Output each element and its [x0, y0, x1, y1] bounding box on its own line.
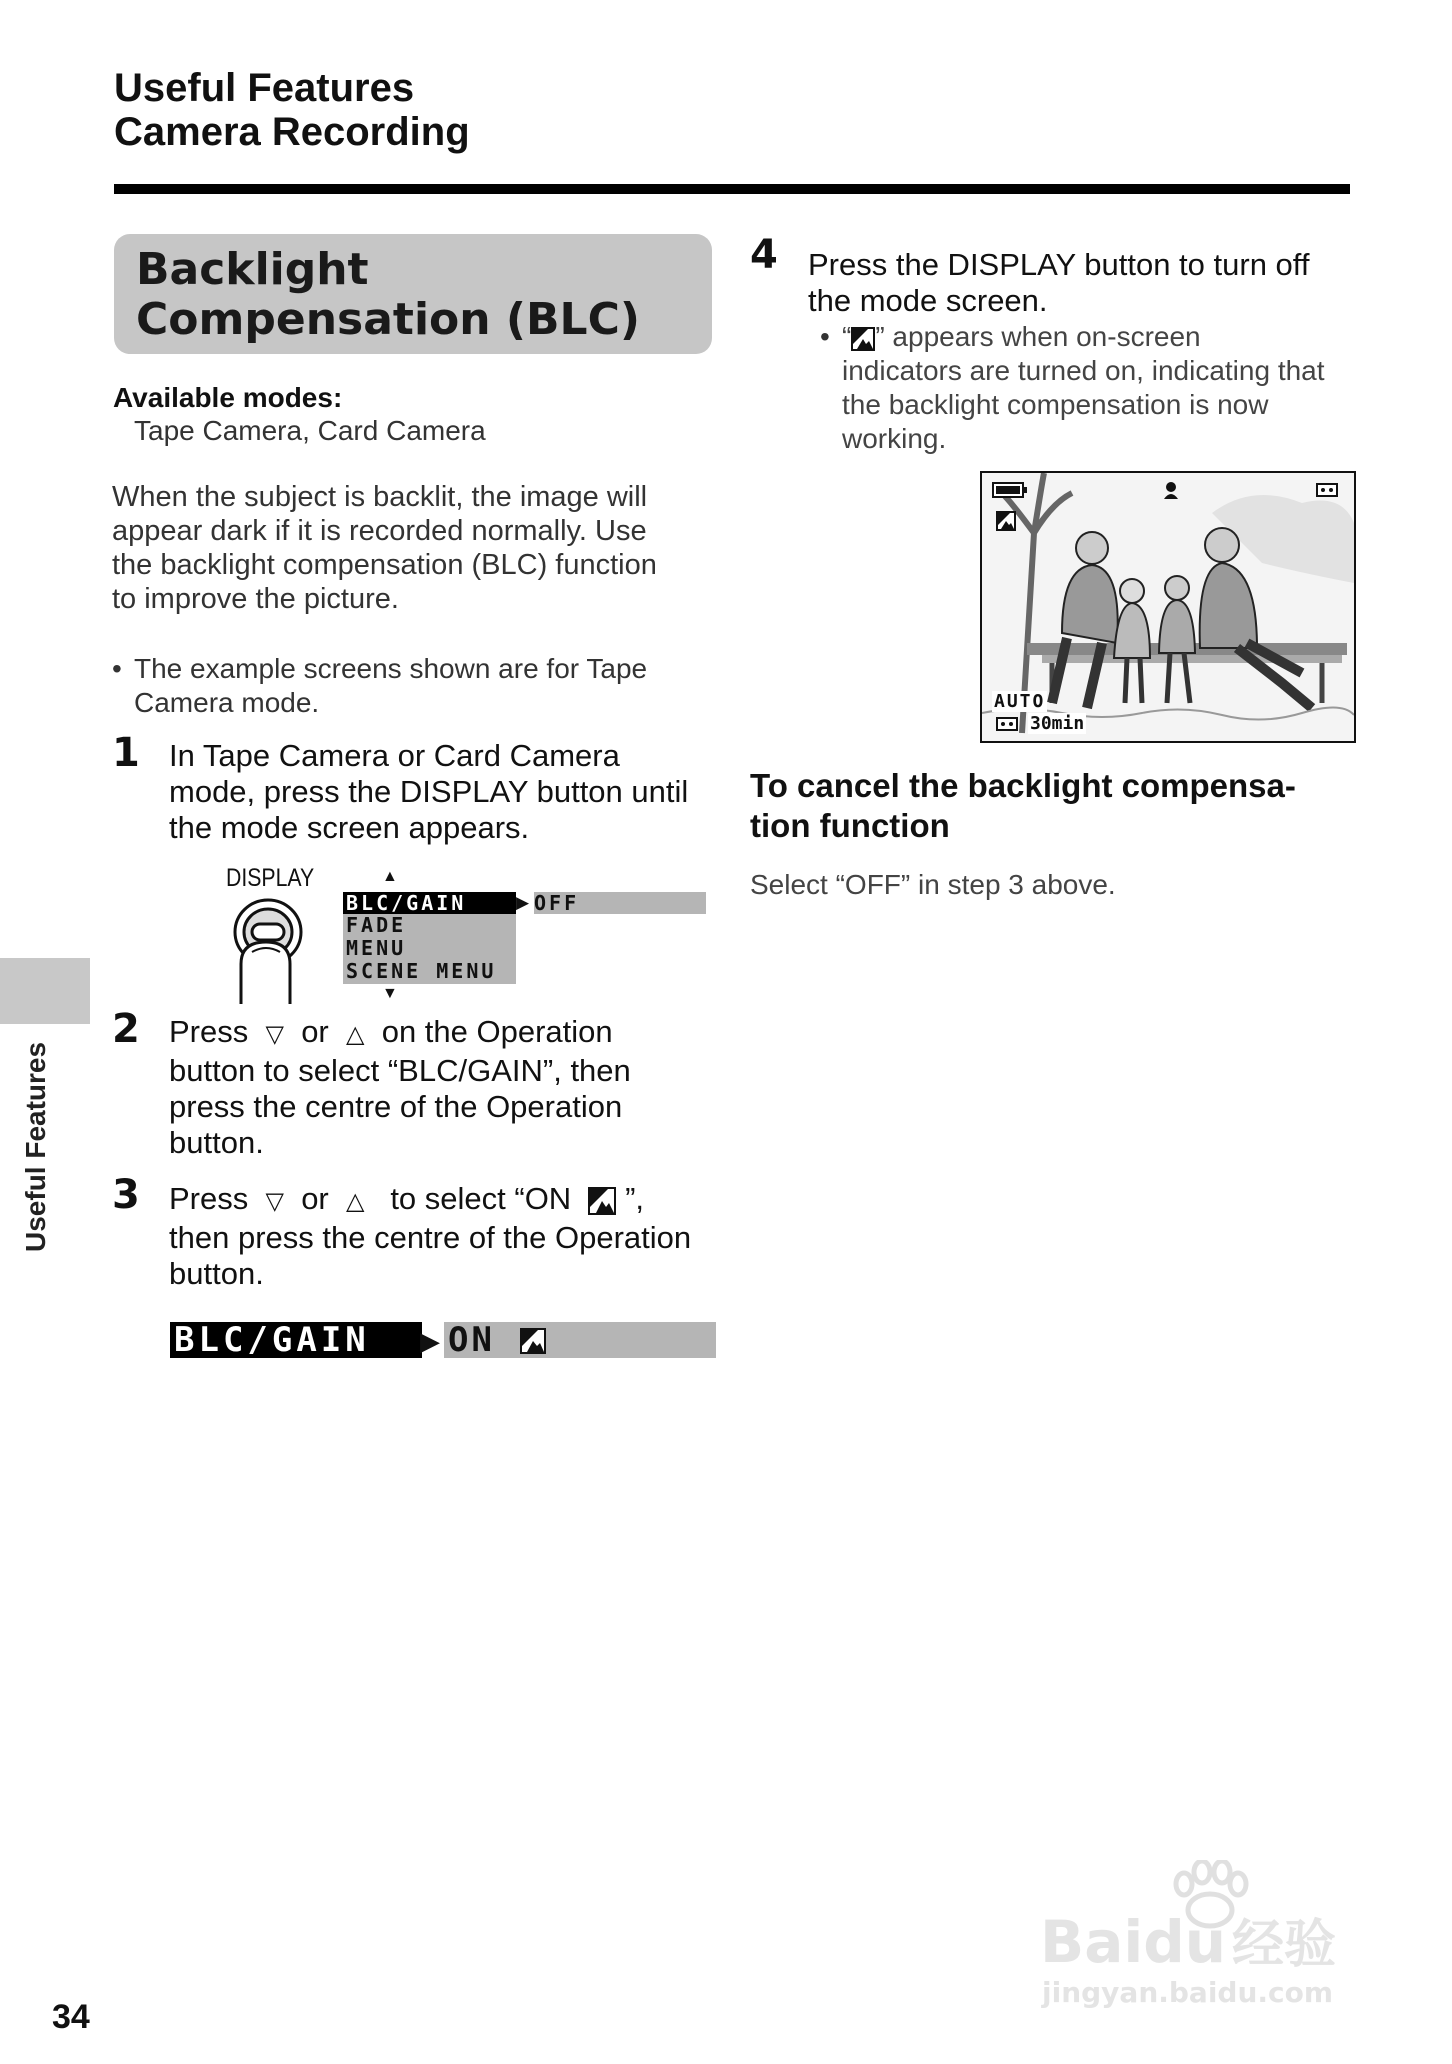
intro-line: the backlight compensation (BLC) function	[112, 549, 657, 581]
step3-to-select: to select “ON	[390, 1181, 572, 1216]
step3-line: then press the centre of the Operation	[169, 1220, 692, 1255]
watermark-brand-bai: Bai	[1040, 1908, 1144, 1976]
backlight-icon	[851, 327, 875, 351]
menu-pointer-arrow: ▶	[516, 893, 530, 912]
step4-bullet: •	[820, 321, 830, 352]
camera-mode-auto: AUTO	[994, 691, 1046, 712]
step-number: 3	[112, 1172, 140, 1218]
cancel-text: Select “OFF” in step 3 above.	[750, 869, 1116, 900]
section-title-box	[114, 234, 712, 354]
side-tab-label: Useful Features	[20, 1041, 51, 1252]
baidu-watermark	[1040, 1860, 1370, 2020]
watermark-url: jingyan.baidu.com	[1042, 1976, 1334, 2009]
menu-up-arrow: ▲	[382, 868, 398, 885]
step3-or: or	[301, 1181, 329, 1216]
step2-press: Press	[169, 1014, 249, 1049]
step2-line: press the centre of the Operation	[169, 1089, 623, 1124]
step2-text	[169, 1014, 719, 1161]
camera-screen	[980, 471, 1356, 743]
blc-gain-bar-label: BLC/GAIN	[170, 1322, 422, 1358]
step1-line: the mode screen appears.	[169, 810, 530, 845]
down-triangle-icon: ▽	[265, 1188, 284, 1215]
step3-close-quote: ”,	[625, 1181, 644, 1216]
section-title-line2: Compensation (BLC)	[136, 294, 640, 345]
watermark-brand-du: du	[1143, 1908, 1227, 1976]
step-number: 4	[750, 232, 778, 278]
step4-sub-line: the backlight compensation is now	[842, 389, 1269, 420]
step2-line: button to select “BLC/GAIN”, then	[169, 1053, 631, 1088]
cancel-heading-line: tion function	[750, 807, 950, 844]
step2-or: or	[301, 1014, 329, 1049]
page-number: 34	[52, 1998, 90, 2036]
step3-text	[169, 1181, 729, 1292]
step2-line: button.	[169, 1125, 264, 1160]
cancel-heading-line: To cancel the backlight compensa-	[750, 767, 1296, 804]
note-bullet: •	[112, 653, 122, 684]
intro-paragraph	[112, 480, 712, 616]
step4-line: the mode screen.	[808, 283, 1048, 318]
camera-remaining-time: 30min	[1030, 713, 1085, 734]
header-subtitle: Camera Recording	[114, 110, 470, 154]
step4-sub-first	[842, 320, 1362, 354]
tape-icon	[996, 717, 1018, 731]
tape-icon	[1316, 483, 1338, 497]
backlight-icon	[588, 1187, 616, 1215]
watermark-brand	[1040, 1902, 1336, 1977]
down-triangle-icon: ▽	[265, 1021, 284, 1048]
menu-value-off: OFF	[534, 892, 706, 914]
step4-text	[808, 247, 1368, 319]
note-text	[134, 652, 647, 720]
menu-item-fade[interactable]: FADE	[346, 913, 407, 937]
step4-line: Press the DISPLAY button to turn off	[808, 247, 1310, 282]
menu-item-scene-menu[interactable]: SCENE MENU	[346, 959, 497, 983]
watermark-cn: 经验	[1232, 1915, 1337, 1975]
step4-sub-line: working.	[842, 423, 947, 454]
step-number: 2	[112, 1006, 140, 1052]
modes-label: Available modes:	[113, 382, 343, 413]
header-title: Useful Features	[114, 66, 415, 110]
up-triangle-icon: △	[346, 1021, 365, 1048]
step4-quote-close: ” appears when on-screen	[875, 321, 1201, 352]
step1-line: In Tape Camera or Card Camera	[169, 738, 620, 773]
step1-text	[169, 738, 688, 846]
person-icon	[1162, 481, 1180, 499]
section-title-line1: Backlight	[136, 244, 369, 295]
step2-on-op: on the Operation	[381, 1014, 613, 1049]
intro-line: to improve the picture.	[112, 583, 399, 615]
up-triangle-icon: △	[346, 1188, 365, 1215]
step3-first-line	[169, 1181, 729, 1220]
menu-down-arrow: ▼	[382, 985, 398, 1002]
step-number: 1	[112, 730, 140, 776]
blc-bar-value: ON	[448, 1320, 495, 1360]
header-rule	[114, 184, 1350, 194]
display-button-label: DISPLAY	[226, 864, 315, 892]
finger-press-icon	[226, 894, 316, 1006]
step1-line: mode, press the DISPLAY button until	[169, 774, 689, 809]
step3-press: Press	[169, 1181, 249, 1216]
side-tab-block	[0, 958, 90, 1024]
step2-first-line	[169, 1014, 719, 1053]
backlight-icon	[996, 511, 1016, 531]
cancel-heading	[750, 766, 1350, 846]
blc-bar-arrow: ▶	[420, 1326, 440, 1356]
intro-line: appear dark if it is recorded normally. Use	[112, 515, 647, 547]
modes-value: Tape Camera, Card Camera	[134, 415, 486, 446]
note-line: Camera mode.	[134, 687, 320, 718]
step3-line: button.	[169, 1256, 264, 1291]
step4-subtext	[842, 320, 1362, 456]
menu-item-blc-gain[interactable]: BLC/GAIN	[343, 892, 516, 914]
backlight-icon	[520, 1328, 546, 1354]
note-line: The example screens shown are for Tape	[134, 653, 648, 684]
blc-value-box	[444, 1322, 716, 1358]
intro-line: When the subject is backlit, the image will	[112, 481, 648, 513]
step4-sub-line: indicators are turned on, indicating that	[842, 355, 1325, 386]
step4-quote-open: “	[842, 321, 852, 352]
battery-icon	[992, 481, 1028, 499]
menu-item-menu[interactable]: MENU	[346, 936, 407, 960]
